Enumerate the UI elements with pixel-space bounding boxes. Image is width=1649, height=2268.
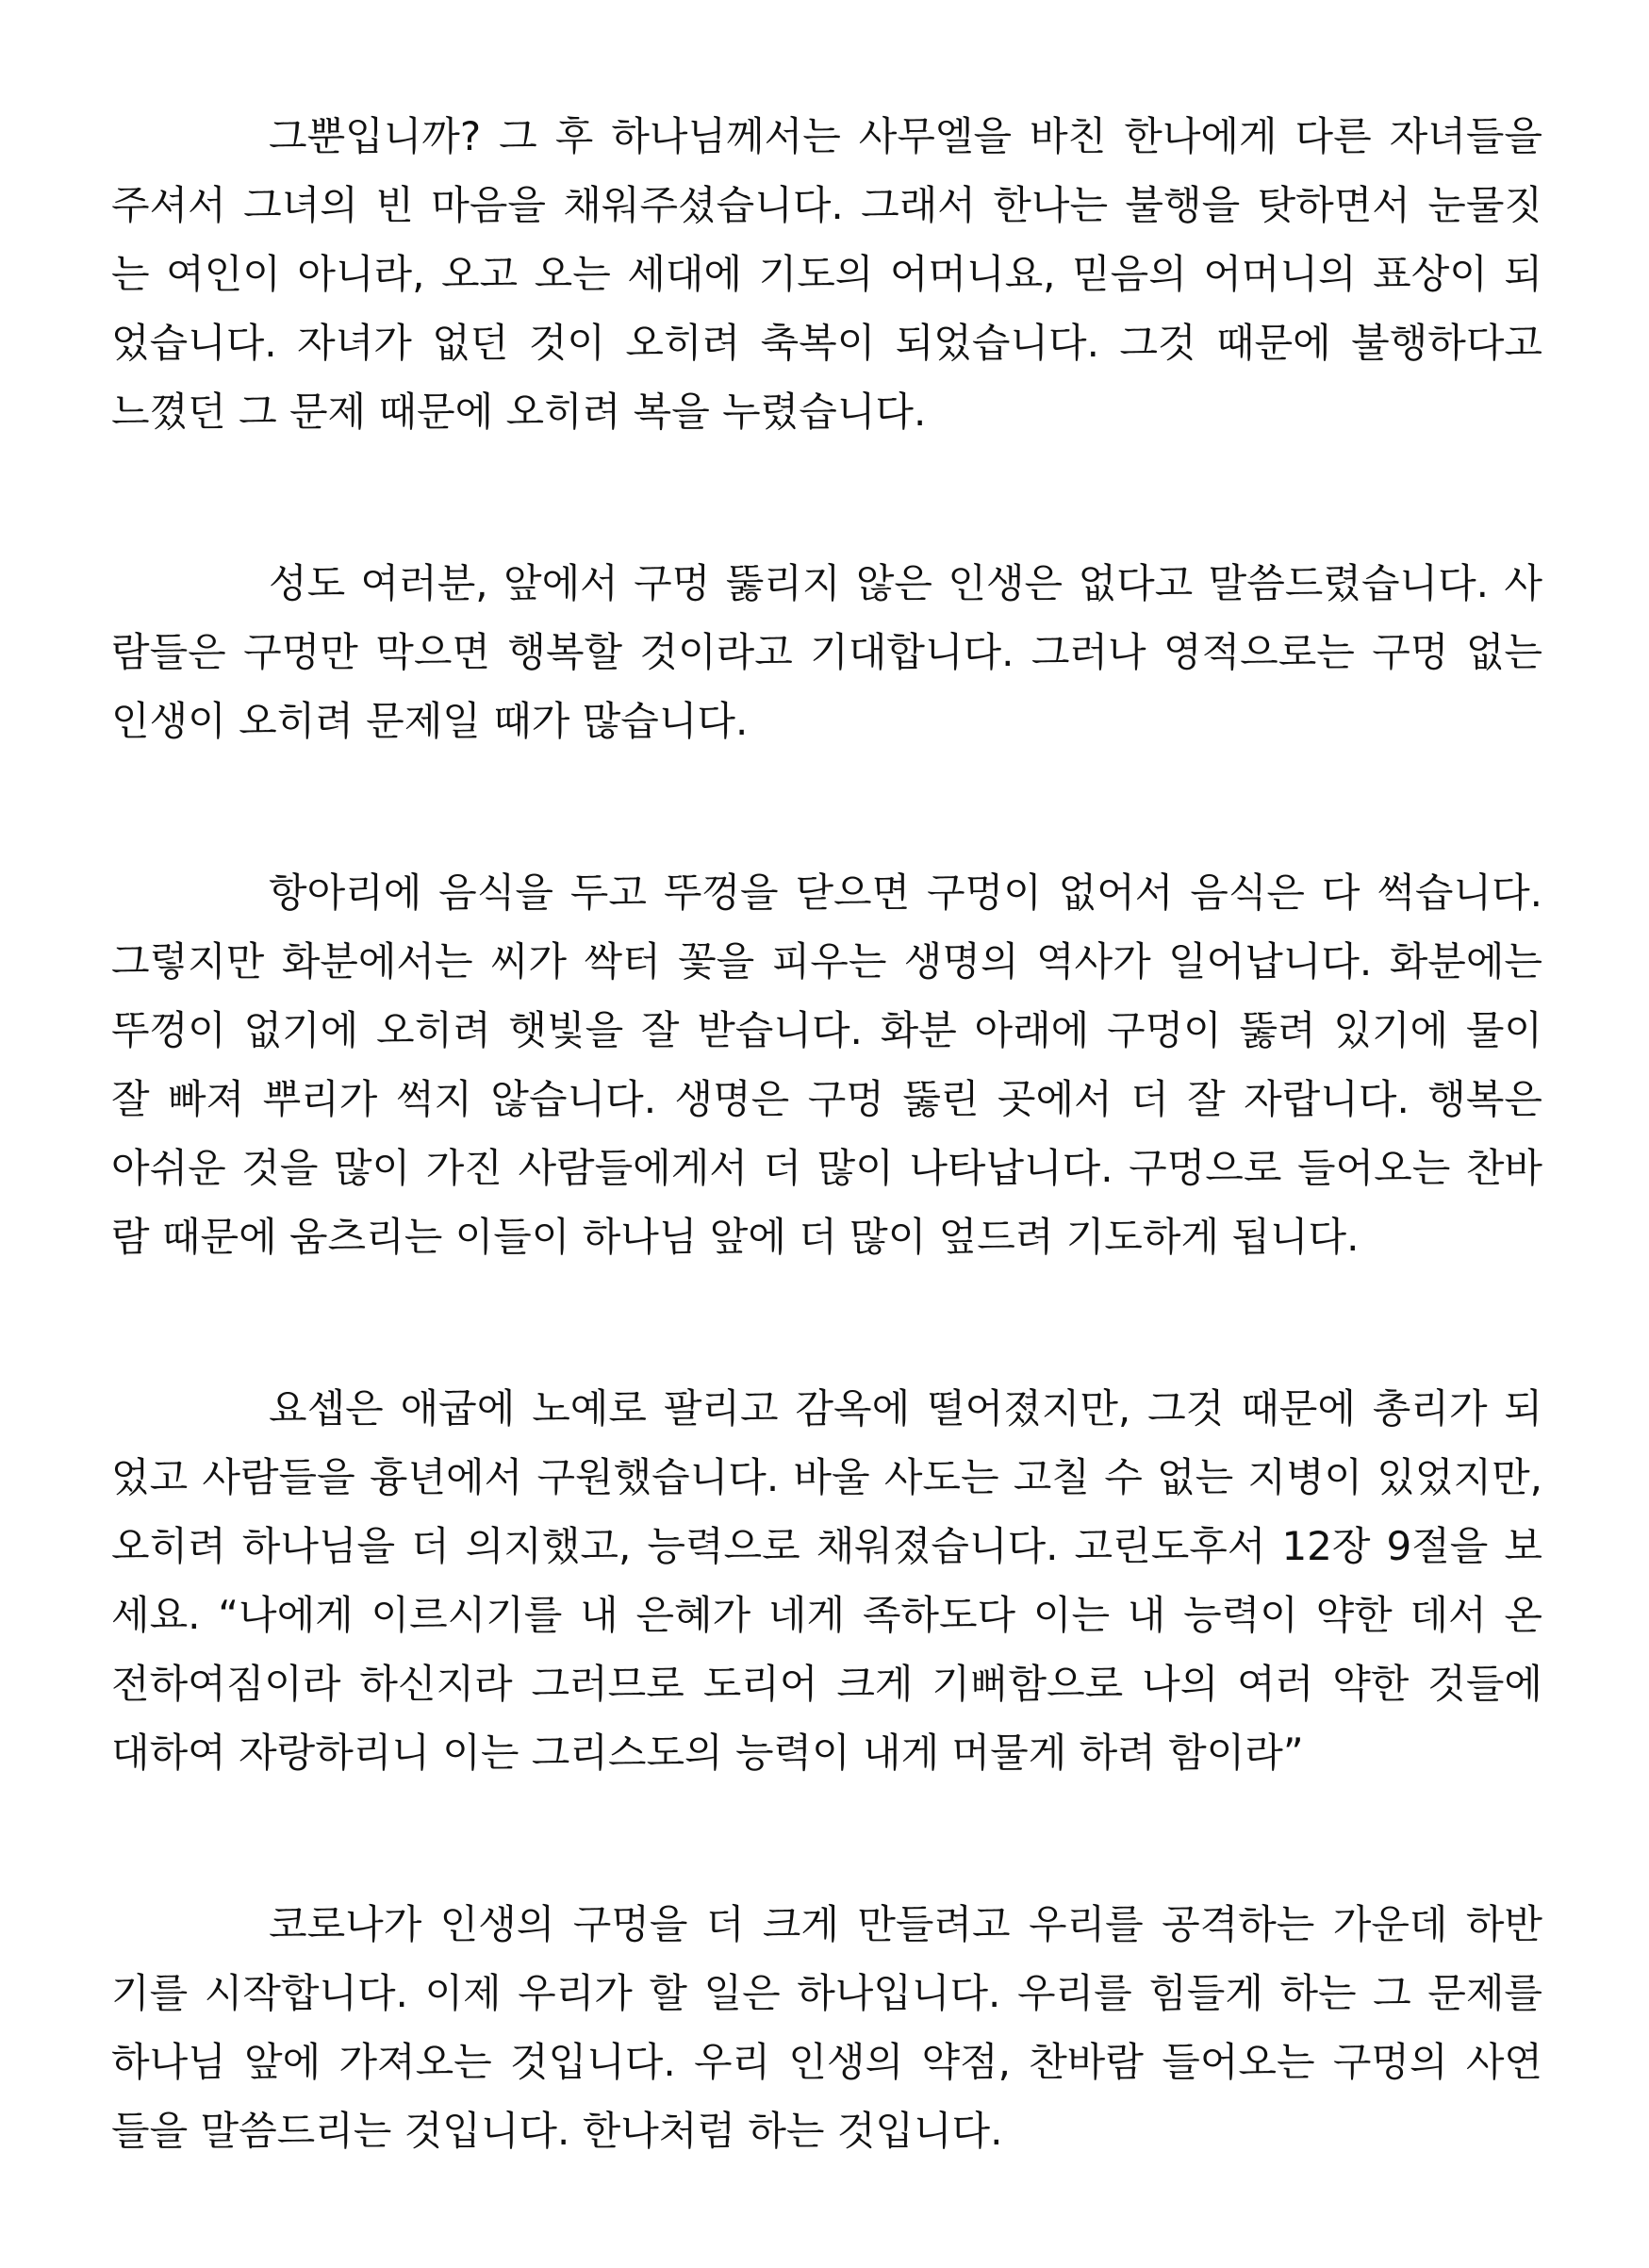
text-line: 는 여인이 아니라, 오고 오는 세대에 기도의 어머니요, 믿음의 어머니의 표상이 되	[111, 251, 1542, 297]
paragraph-holes-in-life	[111, 549, 1542, 755]
text-line: 세요. “나에게 이르시기를 내 은혜가 네게 족하도다 이는 내 능력이 약한 데서 온	[111, 1592, 1542, 1638]
text-line: 대하여 자랑하리니 이는 그리스도의 능력이 내게 머물게 하려 함이라”	[111, 1730, 1304, 1776]
text-line: 코로나가 인생의 구멍을 더 크게 만들려고 우리를 공격하는 가운데 하반	[269, 1901, 1542, 1947]
text-line: 오히려 하나님을 더 의지했고, 능력으로 채워졌습니다. 고린도후서 12장 9절을 보	[111, 1523, 1542, 1569]
paragraph-jar-and-flowerpot	[111, 858, 1542, 1271]
text-line: 전하여짐이라 하신지라 그러므로 도리어 크게 기뻐함으로 나의 여러 약한 것들에	[111, 1661, 1542, 1707]
text-line: 하나님 앞에 가져오는 것입니다. 우리 인생의 약점, 찬바람 들어오는 구멍의 사연	[111, 2039, 1542, 2085]
document-body	[111, 102, 1542, 2268]
text-line: 항아리에 음식을 두고 뚜껑을 닫으면 구멍이 없어서 음식은 다 썩습니다.	[269, 869, 1542, 916]
text-line: 었습니다. 자녀가 없던 것이 오히려 축복이 되었습니다. 그것 때문에 불행하다고	[111, 320, 1542, 366]
text-line: 주셔서 그녀의 빈 마음을 채워주셨습니다. 그래서 한나는 불행을 탓하면서 눈물짓	[111, 182, 1542, 228]
text-line: 기를 시작합니다. 이제 우리가 할 일은 하나입니다. 우리를 힘들게 하는 그 문제를	[111, 1970, 1542, 2016]
text-line: 느꼈던 그 문제 때문에 오히려 복을 누렸습니다.	[111, 389, 927, 435]
text-line: 아쉬운 것을 많이 가진 사람들에게서 더 많이 나타납니다. 구멍으로 들어오는 찬바	[111, 1145, 1542, 1191]
text-line: 람 때문에 움츠리는 이들이 하나님 앞에 더 많이 엎드려 기도하게 됩니다.	[111, 1214, 1360, 1260]
text-line: 잘 빠져 뿌리가 썩지 않습니다. 생명은 구멍 뚫린 곳에서 더 잘 자랍니다. 행복은	[111, 1076, 1542, 1122]
text-line: 성도 여러분, 앞에서 구멍 뚫리지 않은 인생은 없다고 말씀드렸습니다. 사	[269, 560, 1542, 606]
text-line: 요셉은 애굽에 노예로 팔리고 감옥에 떨어졌지만, 그것 때문에 총리가 되	[269, 1385, 1542, 1432]
text-line: 인생이 오히려 문제일 때가 많습니다.	[111, 698, 749, 744]
text-line: 뚜껑이 없기에 오히려 햇빛을 잘 받습니다. 화분 아래에 구멍이 뚫려 있기에 물이	[111, 1007, 1542, 1053]
text-line: 람들은 구멍만 막으면 행복할 것이라고 기대합니다. 그러나 영적으로는 구멍 없는	[111, 629, 1542, 675]
text-line: 그뿐입니까? 그 후 하나님께서는 사무엘을 바친 한나에게 다른 자녀들을	[269, 113, 1542, 159]
text-line: 그렇지만 화분에서는 씨가 싹터 꽃을 피우는 생명의 역사가 일어납니다. 화분에는	[111, 938, 1542, 985]
text-line: 들을 말씀드리는 것입니다. 한나처럼 하는 것입니다.	[111, 2108, 1003, 2154]
paragraph-hannah-blessing	[111, 102, 1542, 446]
paragraph-joseph-and-paul	[111, 1374, 1542, 1787]
text-line: 었고 사람들을 흉년에서 구원했습니다. 바울 사도는 고칠 수 없는 지병이 있었지만,	[111, 1454, 1542, 1500]
paragraph-corona-second-half	[111, 1890, 1542, 2165]
